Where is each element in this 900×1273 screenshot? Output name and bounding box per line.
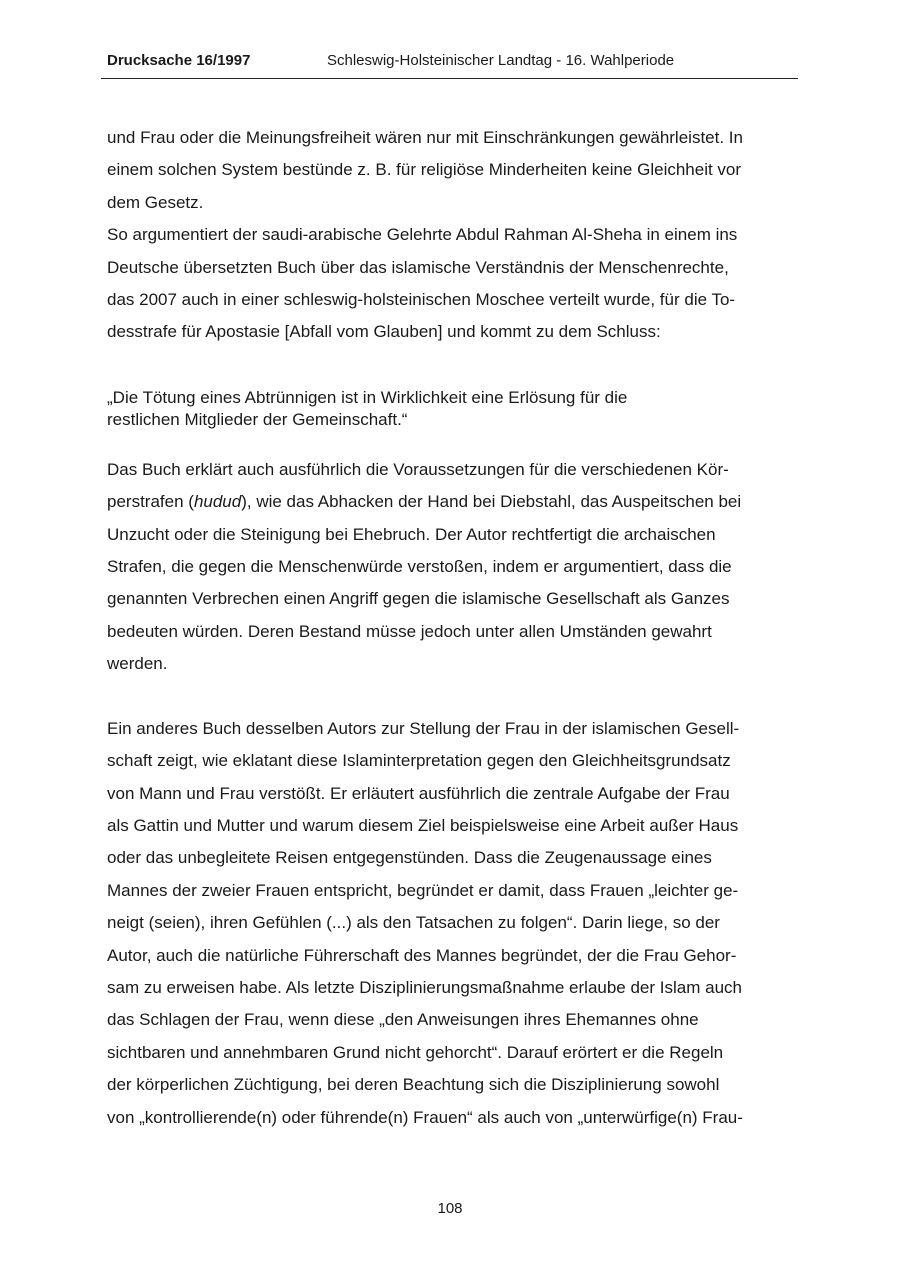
text-line: Strafen, die gegen die Menschenwürde verstoßen, indem er argumentiert, dass die bbox=[107, 557, 732, 577]
spacer bbox=[107, 349, 797, 387]
paragraph-2 bbox=[107, 454, 797, 681]
text-segment: ), wie das Abhacken der Hand bei Diebstahl, das Auspeitschen bei bbox=[241, 492, 742, 512]
quote-line: restlichen Mitglieder der Gemeinschaft.“ bbox=[107, 409, 408, 429]
page-body bbox=[107, 122, 797, 1134]
text-line: das 2007 auch in einer schleswig-holsteinischen Moschee verteilt wurde, für die To- bbox=[107, 290, 736, 310]
text-line: werden. bbox=[107, 654, 168, 674]
text-line: neigt (seien), ihren Gefühlen (...) als den Tatsachen zu folgen“. Darin liege, so der bbox=[107, 913, 720, 933]
page-footer bbox=[0, 1200, 900, 1217]
text-line: desstrafe für Apostasie [Abfall vom Glauben] und kommt zu dem Schluss: bbox=[107, 322, 661, 342]
paragraph-3 bbox=[107, 713, 797, 1134]
block-quote bbox=[107, 387, 797, 431]
text-segment: perstrafen ( bbox=[107, 492, 194, 512]
text-line: oder das unbegleitete Reisen entgegenstünden. Dass die Zeugenaussage eines bbox=[107, 848, 712, 868]
text-line: und Frau oder die Meinungsfreiheit wären nur mit Einschränkungen gewährleistet. In bbox=[107, 128, 743, 147]
paragraph-1 bbox=[107, 122, 797, 349]
text-line: Mannes der zweier Frauen entspricht, begründet er damit, dass Frauen „leichter ge- bbox=[107, 880, 739, 900]
text-line: sichtbaren und annehmbaren Grund nicht gehorcht“. Darauf erörtert er die Regeln bbox=[107, 1042, 724, 1062]
italic-term: hudud bbox=[193, 492, 242, 512]
text-line: das Schlagen der Frau, wenn diese „den Anweisungen ihres Ehemannes ohne bbox=[107, 1010, 699, 1030]
text-line: sam zu erweisen habe. Als letzte Disziplinierungsmaßnahme erlaube der Islam auch bbox=[107, 977, 742, 997]
text-line: als Gattin und Mutter und warum diesem Ziel beispielsweise eine Arbeit außer Haus bbox=[107, 815, 739, 835]
text-line: bedeuten würden. Deren Bestand müsse jedoch unter allen Umständen gewahrt bbox=[107, 621, 712, 641]
document-number: Drucksache 16/1997 bbox=[107, 52, 251, 69]
text-line: von „kontrollierende(n) oder führende(n) Frauen“ als auch von „unterwürfige(n) Frau- bbox=[107, 1107, 743, 1127]
page-number: 108 bbox=[437, 1200, 463, 1217]
text-line: Autor, auch die natürliche Führerschaft des Mannes begründet, der die Frau Gehor- bbox=[107, 945, 737, 965]
text-line: Ein anderes Buch desselben Autors zur Stellung der Frau in der islamischen Gesell- bbox=[107, 718, 740, 738]
text-line: Das Buch erklärt auch ausführlich die Voraussetzungen für die verschiedenen Kör- bbox=[107, 459, 729, 479]
text-line: der körperlichen Züchtigung, bei deren Beachtung sich die Disziplinierung sowohl bbox=[107, 1075, 720, 1095]
text-line: Unzucht oder die Steinigung bei Ehebruch. Der Autor rechtfertigt die archaischen bbox=[107, 524, 716, 544]
spacer bbox=[107, 431, 797, 454]
text-line: Deutsche übersetzten Buch über das islamische Verständnis der Menschenrechte, bbox=[107, 257, 729, 277]
text-line: schaft zeigt, wie eklatant diese Islaminterpretation gegen den Gleichheitsgrundsatz bbox=[107, 751, 731, 771]
text-line: von Mann und Frau verstößt. Er erläutert ausführlich die zentrale Aufgabe der Frau bbox=[107, 783, 730, 803]
parliament-title: Schleswig-Holsteinischer Landtag - 16. Wahlperiode bbox=[327, 52, 675, 69]
text-line: dem Gesetz. bbox=[107, 192, 204, 212]
page-header bbox=[101, 52, 798, 79]
spacer bbox=[107, 681, 797, 713]
text-line: einem solchen System bestünde z. B. für religiöse Minderheiten keine Gleichheit vor bbox=[107, 160, 742, 180]
text-line bbox=[107, 486, 797, 518]
text-line: genannten Verbrechen einen Angriff gegen die islamische Gesellschaft als Ganzes bbox=[107, 589, 730, 609]
quote-line: „Die Tötung eines Abtrünnigen ist in Wirklichkeit eine Erlösung für die bbox=[107, 387, 628, 407]
text-line: So argumentiert der saudi-arabische Gelehrte Abdul Rahman Al-Sheha in einem ins bbox=[107, 225, 738, 245]
